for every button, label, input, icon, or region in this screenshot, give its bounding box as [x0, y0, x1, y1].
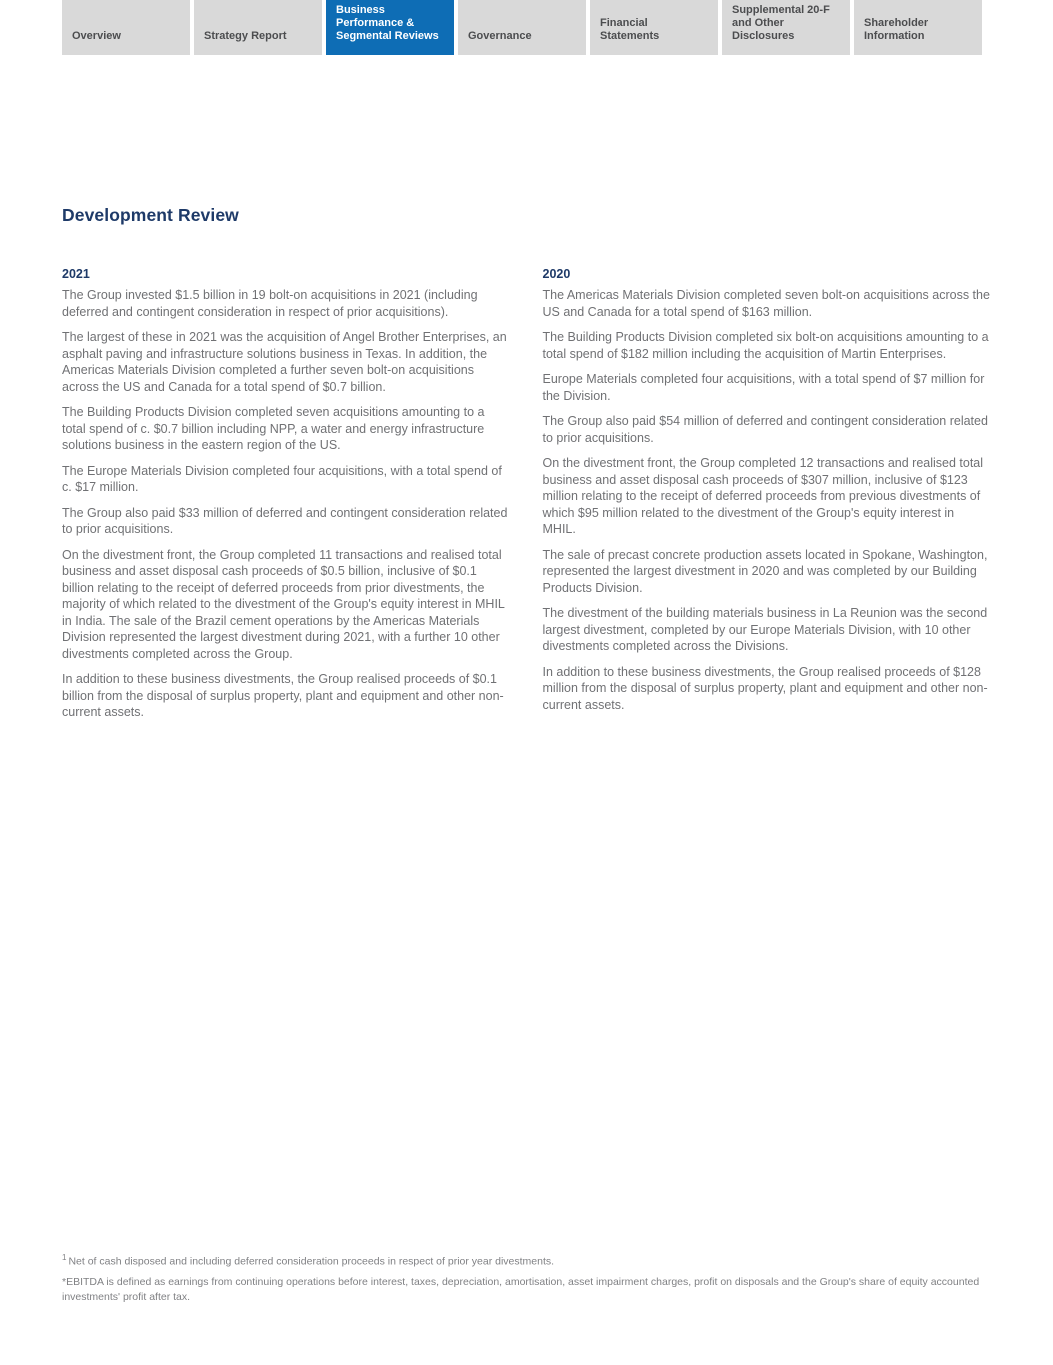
tab-governance[interactable] [458, 0, 586, 55]
paragraph: Europe Materials completed four acquisitions, with a total spend of $7 million for the Division. [542, 372, 985, 403]
tab-label: Strategy Report [204, 30, 287, 42]
paragraph: On the divestment front, the Group completed 12 transactions and realised total business and asset disposal cash proceeds of $307 million, inclusive of $123 million relating to the receipt of deferred proceeds from previous divestments of which $95 million related to the divestment of the Group's equity interest in MHIL. [542, 456, 984, 536]
main-content [0, 55, 1053, 730]
tab-financial-statements[interactable] [590, 0, 718, 55]
tab-business-performance[interactable] [326, 0, 454, 55]
footnotes [62, 1251, 990, 1310]
tab-label: Shareholder Information [864, 17, 929, 42]
tab-shareholder-information[interactable] [854, 0, 982, 55]
paragraph: The Europe Materials Division completed four acquisitions, with a total spend of c. $17 million. [62, 463, 502, 494]
tab-label: Overview [72, 30, 121, 42]
page-title: Development Review [62, 205, 239, 225]
footnote-ebitda: *EBITDA is defined as earnings from continuing operations before interest, taxes, depreciation, amortisation, asset impairment charges, profit on disposals and the Group's share of equity accounted investments' profit after tax. [62, 1276, 980, 1303]
paragraph: The Building Products Division completed six bolt-on acquisitions amounting to a total spend of $182 million including the acquisition of Martin Enterprises. [542, 330, 989, 361]
year-heading-2021: 2021 [62, 267, 90, 281]
top-nav [0, 0, 1053, 55]
paragraph: The Americas Materials Division completed seven bolt-on acquisitions across the US and Canada for a total spend of $163 million. [542, 288, 990, 319]
tab-label: Supplemental 20-F and Other Disclosures [732, 4, 830, 42]
footnote-text: Net of cash disposed and including deferred consideration proceeds in respect of prior year divestments. [68, 1255, 555, 1268]
paragraph: The divestment of the building materials business in La Reunion was the second largest divestment, completed by our Europe Materials Division, with 10 other divestments completed across the Divisions. [542, 606, 988, 653]
paragraph: In addition to these business divestments, the Group realised proceeds of $0.1 billion from the disposal of surplus property, plant and equipment and other non-current assets. [62, 672, 504, 719]
tab-overview[interactable] [62, 0, 190, 55]
paragraph: In addition to these business divestments, the Group realised proceeds of $128 million from the disposal of surplus property, plant and equipment and other non-current assets. [542, 664, 988, 712]
paragraph: The Group also paid $33 million of deferred and contingent consideration related to prior acquisitions. [62, 505, 508, 536]
tab-label: Business Performance & Segmental Reviews [336, 4, 439, 42]
paragraph: The Building Products Division completed seven acquisitions amounting to a total spend of c. $0.7 billion including NPP, a water and energy infrastructure solutions business in the eastern region of the US. [62, 405, 485, 452]
year-heading-2020: 2020 [542, 267, 571, 281]
two-column-layout [62, 267, 990, 730]
paragraph: The largest of these in 2021 was the acquisition of Angel Brother Enterprises, an asphalt paving and infrastructure solutions business in Texas. In addition, the Americas Materials Division completed a further seven bolt-on acquisitions across the US and Canada for a total spend of $0.7 billion. [62, 330, 507, 394]
footnote-marker: 1 [62, 1253, 67, 1262]
tab-label: Governance [468, 30, 532, 42]
column-2021 [62, 267, 510, 730]
column-2020 [543, 267, 991, 730]
footnote-1 [62, 1251, 990, 1269]
tab-label: Financial Statements [600, 17, 660, 42]
paragraph: On the divestment front, the Group completed 11 transactions and realised total business and asset disposal cash proceeds of $0.5 billion, inclusive of $0.1 billion relating to the receipt of deferred proceeds from prior divestments, the majority of which related to the divestment of the Group's equity interest in MHIL in India. The sale of the Brazil cement operations by the Americas Materials Division represented the largest divestment during 2021, with a further 10 other divestments completed across the Group. [62, 547, 505, 661]
paragraph: The Group invested $1.5 billion in 19 bolt-on acquisitions in 2021 (including deferred and contingent consideration in respect of prior acquisitions). [62, 288, 478, 319]
paragraph: The sale of precast concrete production assets located in Spokane, Washington, represented the largest divestment in 2020 and was completed by our Building Products Division. [542, 547, 988, 595]
paragraph: The Group also paid $54 million of deferred and contingent consideration related to prior acquisitions. [542, 414, 988, 445]
tab-strategy-report[interactable] [194, 0, 322, 55]
tab-supplemental-20f[interactable] [722, 0, 850, 55]
